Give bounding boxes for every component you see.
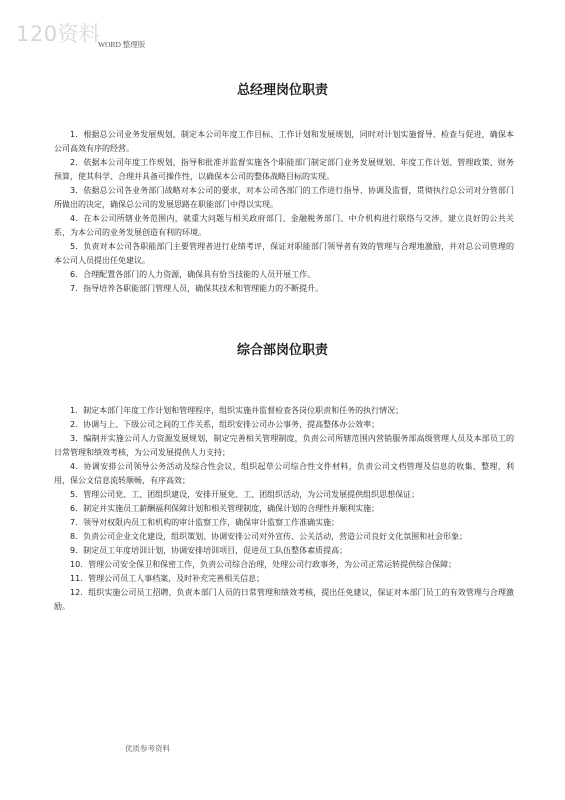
list-item: 4．在本公司所辖业务范围内，就重大问题与相关政府部门、金融税务部门、中介机构进行联络与交涉，建立良好的公共关系，为本公司的业务发展创造有利的环境。 (54, 214, 514, 237)
list-item: 10．管理公司安全保卫和保密工作，负责公司综合治理，处理公司行政事务，为公司正常运转提供综合保障； (70, 560, 457, 569)
list-item: 6．制定并实施员工薪酬福利保障计划和相关管理制度，确保计划的合理性并顺利实施； (70, 504, 380, 513)
list-item: 3．编制并实施公司人力资源发展规划，制定完善相关管理制度，负责公司所辖范围内营销服务部高级管理人员及本部员工的日常管理和绩效考核，为公司发展提供人力支持； (54, 434, 514, 457)
list-item: 5．负责对本公司各职能部门主要管理者进行业绩考评，保证对职能部门领导者有效的管理与合理地激励，并对总公司管理的本公司人员提出任免建议。 (54, 242, 514, 265)
page-footer: 优质参考资料 (125, 744, 170, 753)
duty-list-general-manager (54, 128, 514, 296)
list-item: 2．依据本公司年度工作规划，指导和批准并监督实施各个职能部门制定部门业务发展规划、年度工作计划、管理政策、财务预算，使其科学、合理并具备可操作性，以确保本公司的整体战略目标的实现。 (54, 158, 514, 181)
list-item: 5．管理公司党、工、团组织建设，安排开展党、工、团组织活动，为公司发展提供组织思想保证； (70, 490, 420, 499)
list-item: 9．制定员工年度培训计划，协调安排培训项目，促进员工队伍整体素质提高； (70, 546, 348, 555)
watermark-logo: 120资料 (16, 22, 101, 46)
section-title-general-affairs: 综合部岗位职责 (236, 343, 328, 358)
list-item: 12．组织实施公司员工招聘，负责本部门人员的日常管理和绩效考核，提出任免建议，保证对本部门员工的有效管理与合理激励。 (54, 588, 514, 611)
list-item: 6．合理配置各部门的人力资源，确保具有恰当技能的人员开展工作。 (70, 270, 316, 279)
document-label: WORD 整理版 (98, 40, 146, 49)
list-item: 1．制定本部门年度工作计划和管理程序，组织实施并监督检查各岗位职责和任务的执行情况； (70, 406, 404, 415)
list-item: 2．协调与上、下级公司之间的工作关系，组织安排公司办公事务，提高整体办公效率； (70, 420, 380, 429)
duty-list-general-affairs (54, 404, 514, 614)
list-item: 4．协调安排公司领导公务活动及综合性会议，组织起草公司综合性文件材料，负责公司文档管理及信息的收集、整理、利用，保公文信息流转顺畅，有序高效； (54, 462, 514, 485)
list-item: 7．领导对权限内员工和机构的审计监察工作，确保审计监察工作准确实施； (70, 518, 340, 527)
list-item: 7．指导培养各职能部门管理人员，确保其技术和管理能力的不断提升。 (70, 284, 324, 293)
list-item: 11．管理公司员工人事档案，及时补充完善相关信息； (70, 574, 265, 583)
list-item: 3．依据总公司各业务部门战略对本公司的要求，对本公司各部门的工作进行指导、协调及监督，贯彻执行总公司对分管部门所做出的决定，确保总公司的发展思路在职能部门中得以实现。 (54, 186, 514, 209)
list-item: 1．根据总公司业务发展规划，制定本公司年度工作目标、工作计划和发展规划，同时对计划实施督导、检查与促进，确保本公司高效有序的经营。 (54, 130, 514, 153)
list-item: 8．负责公司企业文化建设，组织策划、协调安排公司对外宣传、公关活动，营造公司良好文化氛围和社会形象； (70, 532, 468, 541)
section-title-general-manager: 总经理岗位职责 (236, 83, 328, 98)
